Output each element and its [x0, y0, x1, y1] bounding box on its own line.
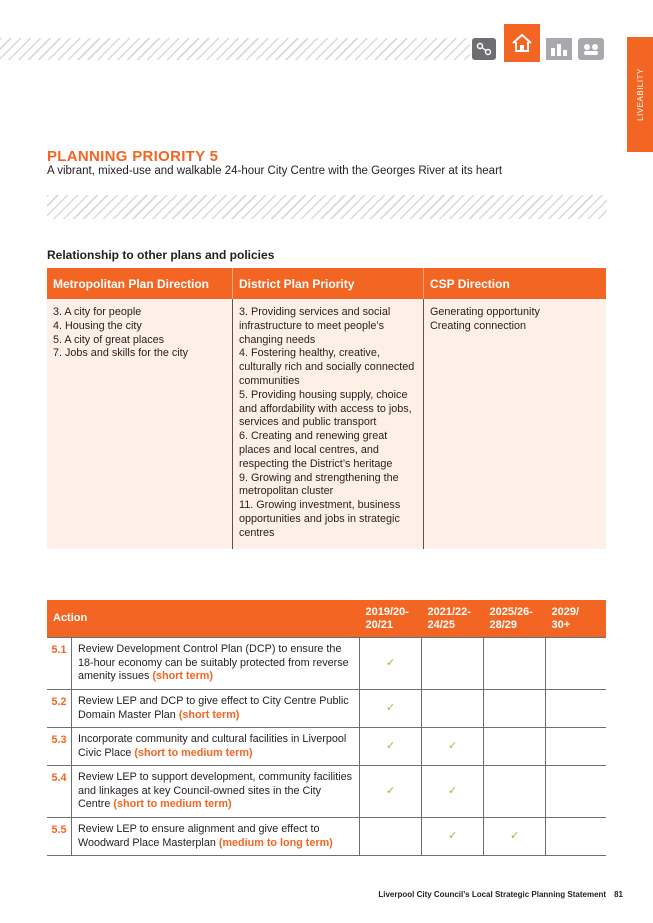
timeframe-check-icon: ✓ [422, 728, 484, 766]
column-header-action: Action [47, 600, 360, 638]
side-tab-label: LIVEABILITY [635, 68, 645, 121]
page-footer [378, 890, 623, 899]
page-number: 81 [614, 890, 623, 899]
action-text: Review Development Control Plan (DCP) to ensure the 18-hour economy can be suitably protected from reverse amenity issues [78, 642, 349, 683]
action-number: 5.4 [47, 766, 72, 818]
column-header-2025-29: 2025/26-28/29 [484, 600, 546, 638]
theme-icon-strip [470, 24, 610, 64]
timeframe-check-icon: ✓ [360, 690, 422, 728]
timeframe-cell [546, 690, 607, 728]
list-item: 4. Fostering healthy, creative, culturally rich and socially connected communities [239, 347, 415, 387]
column-header-2019-21: 2019/20-20/21 [360, 600, 422, 638]
relationship-heading: Relationship to other plans and policies [47, 248, 275, 262]
decorative-hatch-band [47, 195, 607, 219]
action-number: 5.5 [47, 818, 72, 856]
column-header-metropolitan: Metropolitan Plan Direction [47, 268, 233, 299]
action-term: (short term) [152, 670, 214, 683]
action-table [47, 600, 606, 856]
action-term: (short to medium term) [113, 798, 232, 811]
list-item: Generating opportunity [430, 306, 540, 318]
timeframe-cell [546, 638, 607, 690]
action-number: 5.3 [47, 728, 72, 766]
action-description [72, 690, 360, 728]
action-term: (medium to long term) [218, 836, 333, 849]
list-item: 3. A city for people [53, 306, 142, 318]
timeframe-check-icon: ✓ [422, 766, 484, 818]
footer-document-title: Liverpool City Council’s Local Strategic Planning Statement [378, 890, 607, 899]
action-term: (short to medium term) [134, 746, 253, 759]
list-item: Creating connection [430, 319, 527, 332]
action-text: Review LEP and DCP to give effect to City Centre Public Domain Master Plan [78, 694, 349, 721]
timeframe-cell [484, 690, 546, 728]
leadership-icon [578, 38, 604, 60]
action-number: 5.1 [47, 638, 72, 690]
column-header-2029-plus: 2029/ 30+ [546, 600, 607, 638]
table-row [47, 728, 606, 766]
action-text: Review LEP to support development, community facilities and linkages at key Council-owned sites in the City Centre [78, 770, 353, 811]
table-row [47, 766, 606, 818]
timeframe-cell [484, 728, 546, 766]
action-description [72, 638, 360, 690]
table-row [47, 690, 606, 728]
timeframe-check-icon: ✓ [360, 728, 422, 766]
home-icon [504, 24, 540, 62]
column-header-district: District Plan Priority [233, 268, 424, 299]
timeframe-check-icon: ✓ [360, 638, 422, 690]
planning-priority-subtitle: A vibrant, mixed-use and walkable 24-hour City Centre with the Georges River at its heart [47, 165, 503, 177]
timeframe-cell [546, 766, 607, 818]
planning-priority-title: PLANNING PRIORITY 5 [47, 148, 219, 165]
list-item: 11. Growing investment, business opportunities and jobs in strategic centres [239, 499, 401, 539]
list-item: 3. Providing services and social infrastructure to meet people’s changing needs [239, 306, 391, 346]
connectivity-icon [472, 38, 496, 60]
action-number: 5.2 [47, 690, 72, 728]
action-text: Incorporate community and cultural facilities in Liverpool Civic Place [78, 732, 347, 759]
table-row [47, 818, 606, 856]
district-priorities-cell [233, 299, 424, 549]
csp-directions-cell [424, 299, 607, 549]
timeframe-check-icon: ✓ [360, 766, 422, 818]
decorative-hatch-band [0, 38, 470, 60]
timeframe-cell [546, 728, 607, 766]
action-description [72, 766, 360, 818]
timeframe-check-icon: ✓ [484, 818, 546, 856]
action-term: (short term) [178, 708, 240, 721]
table-row [47, 638, 606, 690]
list-item: 4. Housing the city [53, 319, 142, 332]
timeframe-cell [422, 690, 484, 728]
metropolitan-directions-cell [47, 299, 233, 549]
action-description [72, 728, 360, 766]
list-item: 6. Creating and renewing great places and local centres, and respecting the District’s heritage [239, 430, 393, 470]
timeframe-cell [484, 766, 546, 818]
action-text: Review LEP to ensure alignment and give effect to Woodward Place Masterplan [78, 822, 320, 849]
column-header-csp: CSP Direction [424, 268, 607, 299]
list-item: 5. A city of great places [53, 333, 165, 346]
timeframe-cell [360, 818, 422, 856]
city-skyline-icon [546, 38, 572, 60]
relationship-table [47, 268, 606, 549]
list-item: 5. Providing housing supply, choice and affordability with access to jobs, services and public transport [239, 388, 412, 429]
list-item: 9. Growing and strengthening the metropolitan cluster [239, 471, 399, 498]
timeframe-check-icon: ✓ [422, 818, 484, 856]
timeframe-cell [484, 638, 546, 690]
action-description [72, 818, 360, 856]
column-header-2021-25: 2021/22-24/25 [422, 600, 484, 638]
list-item: 7. Jobs and skills for the city [53, 347, 189, 360]
section-side-tab [627, 37, 653, 152]
timeframe-cell [422, 638, 484, 690]
timeframe-cell [546, 818, 607, 856]
